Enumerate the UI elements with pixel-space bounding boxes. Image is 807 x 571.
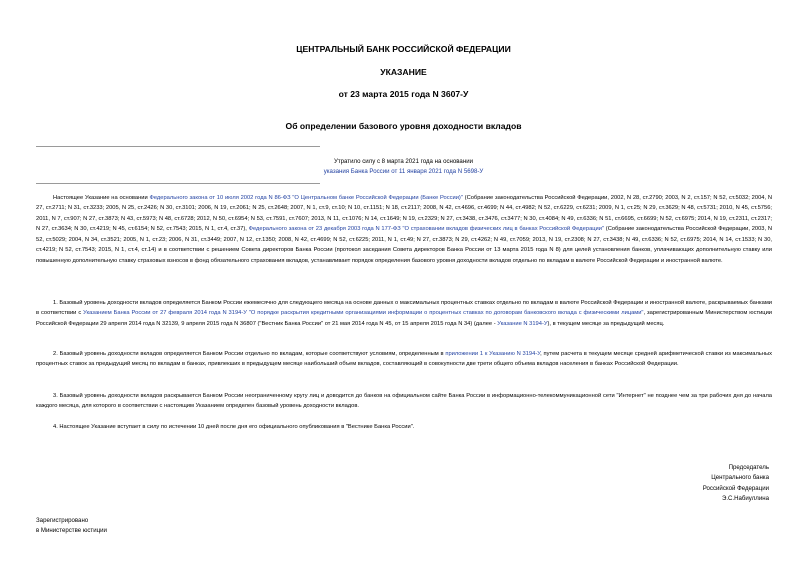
- federal-law-86-link[interactable]: Федерального закона от 10 июля 2002 года N 86-ФЗ "О Центральном банке Российской Федерации (Банке России)": [149, 195, 463, 201]
- paragraph-2: [36, 349, 772, 370]
- appendix-1-link[interactable]: приложении 1 к Указанию N 3194-У: [445, 351, 541, 357]
- preamble-text-3: (Собрание законодательства Российской Федерации, 2003, N 52, ст.5029; 2004, N 34, ст.3521; 2005, N 1, ст.23; 2006, N 31, ст.3449; 2007, N 12, ст.1350; 2008, N 42, ст.4699; N 52, ст.6225; 2011, N 1, ст.49; N 27, ст.3873; N 29, ст.4262; N 49, ст.7059; 2013, N 19, ст.2308; N 27, ст.3438; N 49, ст.6336; N 52, ст.6975; 2014, N 14, ст.1533; N 30, ст.4219; N 52, ст.7543; 2015, N 1, ст.4, ст.14) и в соответствии с решением Совета директоров Банка России (протокол заседания Совета директоров Банка России от 13 марта 2015 года N 8) для целей установления банков, уплачивающих дополнительную ставку или повышенную дополнительную ставку страховых взносов в фонд обязательного страхования вкладов, устанавливает порядок определения базового уровня доходности вкладов отдельно по вкладам в валюте Российской Федерации и иностранной валюте.: [36, 226, 772, 264]
- p2-text-2: , путем расчета в текущем месяце средней арифметической ставки из максимальных процентных ставок за предыдущий месяц по вкладам в банках, привлекших в предыдущем месяце наибольший объем вкладов, составляющий в совокупности две трети общего объема вкладов населения в банках Российской Федерации.: [36, 351, 772, 368]
- document-type: УКАЗАНИЕ: [380, 67, 427, 77]
- p3-text: 3. Базовый уровень доходности вкладов раскрывается Банком России неограниченному кругу лиц и доводится до банков на официальном сайте Банка России в информационно-телекоммуникационной сети "Интернет" не позднее чем за три рабочих дня до начала каждого месяца, для которого в соответствии с настоящим Указанием определен базовый уровень доходности вкладов.: [36, 393, 772, 410]
- paragraph-4: [36, 422, 772, 432]
- p1-text-1: 1. Базовый уровень доходности вкладов определяется Банком России ежемесячно для следующего месяца на основе данных о максимальных процентных ставках отдельно по вкладам в валюте Российской Федерации и иностранной валюте, раскрываемых банками в соответствии с: [36, 300, 772, 317]
- p4-text: 4. Настоящее Указание вступает в силу по истечении 10 дней после дня его официального опубликования в "Вестнике Банка России".: [53, 424, 415, 430]
- status-note: Утратило силу с 8 марта 2021 года на основании: [333, 158, 473, 165]
- p2-text-1: 2. Базовый уровень доходности вкладов определяется Банком России отдельно по вкладам, которые соответствуют условиям, определенным в: [53, 351, 446, 357]
- signature-org-1: Центрального банка: [711, 474, 769, 482]
- document-date-number: от 23 марта 2015 года N 3607-У: [338, 89, 469, 99]
- paragraph-3: [36, 391, 772, 412]
- preamble-text-2: (Собрание законодательства Российской Федерации, 2002, N 28, ст.2790; 2003, N 2, ст.157; N 52, ст.5032; 2004, N 27, ст.2711; N 31, ст.3233; 2005, N 25, ст.2426; N 30, ст.3101; 2006, N 19, ст.2061; N 25, ст.2648; 2007, N 1, ст.9, ст.10; N 10, ст.1151; N 18, ст.2117; 2008, N 42, ст.4696, ст.4699; N 44, ст.4982; N 52, ст.6229, ст.6231; 2009, N 1, ст.25; N 29, ст.3629; N 48, ст.5731; 2010, N 45, ст.5756; 2011, N 7, ст.907; N 27, ст.3873; N 43, ст.5973; N 48, ст.6728; 2012, N 50, ст.6954; N 53, ст.7591, ст.7607; 2013, N 11, ст.1076; N 14, ст.1649; N 19, ст.2329; N 27, ст.3438, ст.3476, ст.3477; N 30, ст.4084; N 49, ст.6336; N 51, ст.6695, ст.6699; N 52, ст.6975; 2014, N 19, ст.2311, ст.2317; N 27, ст.3634; N 30, ст.4219; N 45, ст.6154; N 52, ст.7543; 2015, N 1, ст.4, ст.37),: [36, 195, 772, 233]
- signature-name: Э.С.Набиуллина: [721, 494, 769, 502]
- p1-text-2: , зарегистрированным Министерством юстиции Российской Федерации 29 апреля 2014 года N 32139, 9 апреля 2015 года N 36807 ("Вестник Банка России" от 21 мая 2014 года N 45, от 15 апреля 2015 года N 34) (далее -: [36, 310, 773, 327]
- registration-line-2: в Министерстве юстиции: [36, 527, 107, 535]
- p1-text-3: ), в текущем месяце за предыдущий месяц.: [547, 320, 665, 327]
- bank-title: ЦЕНТРАЛЬНЫЙ БАНК РОССИЙСКОЙ ФЕДЕРАЦИИ: [296, 44, 511, 54]
- federal-law-177-link[interactable]: Федерального закона от 23 декабря 2003 года N 177-ФЗ "О страховании вкладов физических лиц в банках Российской Федерации": [248, 226, 605, 233]
- signature-block: [703, 463, 769, 504]
- preamble-text-1: Настоящее Указание на основании: [53, 195, 150, 201]
- registration-block: [36, 516, 107, 537]
- signature-org-2: Российской Федерации: [702, 484, 769, 492]
- ordinance-3194-short-link[interactable]: Указание N 3194-У: [497, 320, 548, 327]
- repeal-link[interactable]: указания Банка России от 11 января 2021 года N 5698-У: [323, 168, 484, 175]
- preamble-paragraph: [36, 193, 772, 266]
- paragraph-1: [36, 298, 772, 329]
- divider-bottom: [36, 183, 320, 184]
- document-subject: Об определении базового уровня доходности вкладов: [285, 121, 522, 131]
- registration-line-1: Зарегистрировано: [36, 517, 89, 524]
- ordinance-3194-link[interactable]: Указанием Банка России от 27 февраля 2014 года N 3194-У "О порядке раскрытия кредитными организациями информации о процентных ставках по договорам банковского вклада с физическими лицами": [83, 310, 644, 317]
- status-link-line: [0, 167, 807, 177]
- signature-role: Председатель: [728, 464, 769, 471]
- divider-top: [36, 146, 320, 147]
